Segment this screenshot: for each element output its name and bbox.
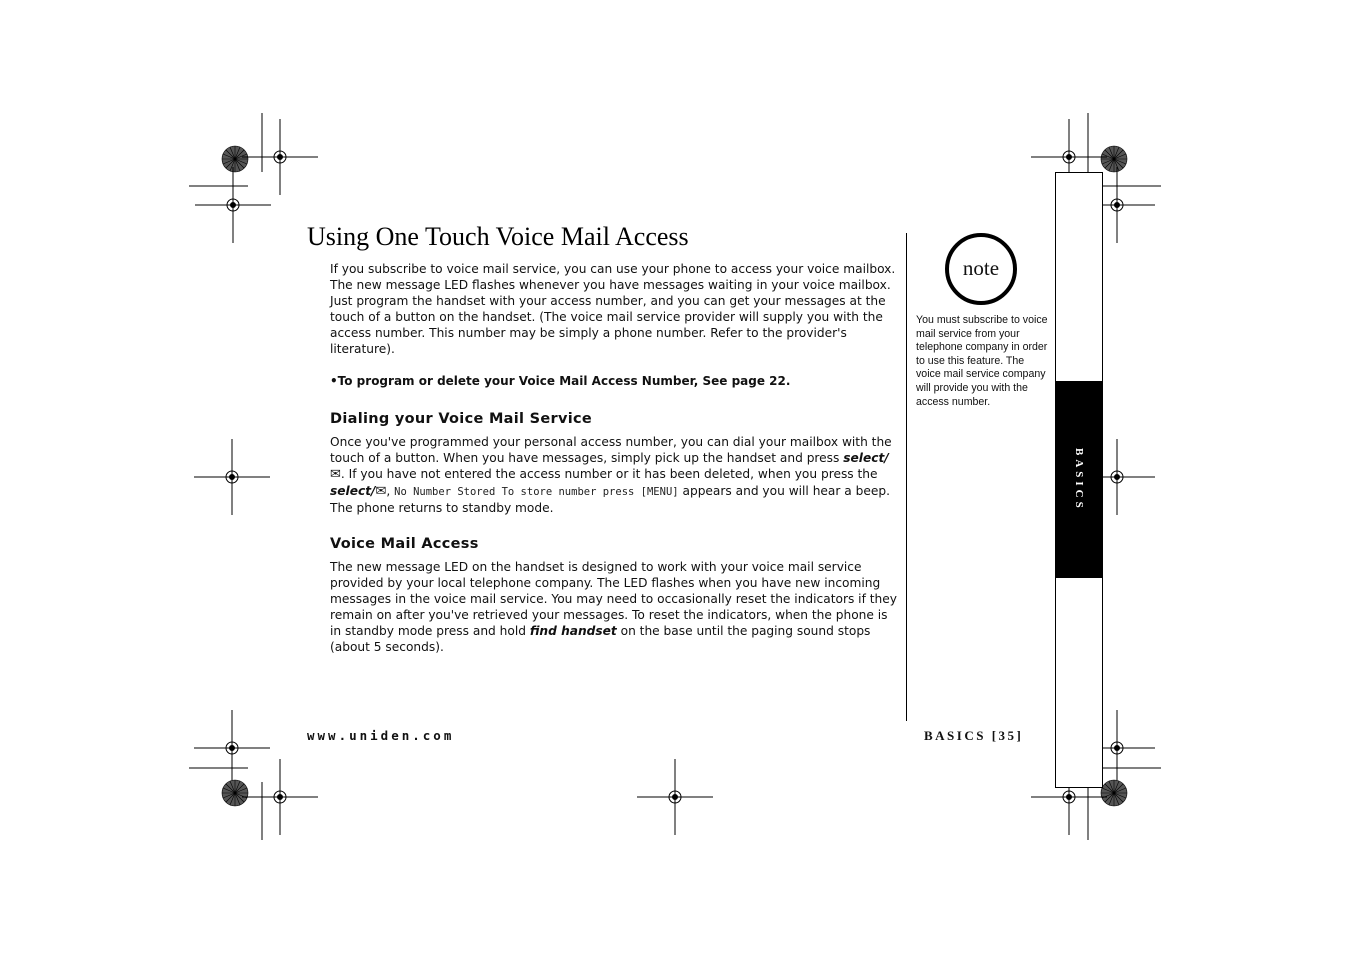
dialing-heading: Dialing your Voice Mail Service bbox=[330, 411, 593, 427]
page-title: Using One Touch Voice Mail Access bbox=[307, 222, 689, 251]
voicemail-paragraph: The new message LED on the handset is designed to work with your voice mail service provided by your local telephone company. The LED flashes when you have new incoming messages in the voice mail service. You may need to occasionally reset the indicators if they remain on after you've retrieved your messages. To reset the indicators, when the phone is in standby mode press and hold find handset on the base until the paging sound stops (about 5 seconds). bbox=[330, 560, 897, 654]
intro-paragraph: If you subscribe to voice mail service, you can use your phone to access your voice mailbox. The new message LED flashes whenever you have messages waiting in your voice mailbox. Just program the handset with your access number, and you can get your messages at the touch of a button on the handset. (The voice mail service provider will supply you with the access number. This number may be simply a phone number. Refer to the provider's literature). bbox=[330, 262, 896, 356]
envelope-icon: ✉ bbox=[375, 484, 387, 499]
section-tab bbox=[1056, 381, 1102, 578]
lcd-message: No Number Stored To store number press [MENU] bbox=[394, 486, 679, 498]
program-tip: •To program or delete your Voice Mail Access Number, See page 22. bbox=[330, 374, 791, 388]
footer-page-number: BASICS [35] bbox=[924, 728, 1024, 743]
note-badge-icon: note bbox=[945, 233, 1017, 305]
section-tab-label: BASICS bbox=[1073, 447, 1085, 512]
envelope-icon: ✉ bbox=[330, 467, 341, 482]
voicemail-heading: Voice Mail Access bbox=[330, 536, 479, 552]
footer-website: www.uniden.com bbox=[307, 728, 455, 743]
dialing-paragraph: Once you've programmed your personal access number, you can dial your mailbox with the touch of a button. When you have messages, simply pick up the handset and press select/✉. If you have not entered the access number or it has been deleted, when you press the select/✉, No Number Stored To store number press [MENU] appears and you will hear a beep. The phone returns to standby mode. bbox=[330, 435, 892, 515]
note-text: You must subscribe to voice mail service from your telephone company in order to use this feature. The voice mail service company will provide you with the access number. bbox=[916, 314, 1048, 408]
column-divider bbox=[906, 233, 907, 721]
